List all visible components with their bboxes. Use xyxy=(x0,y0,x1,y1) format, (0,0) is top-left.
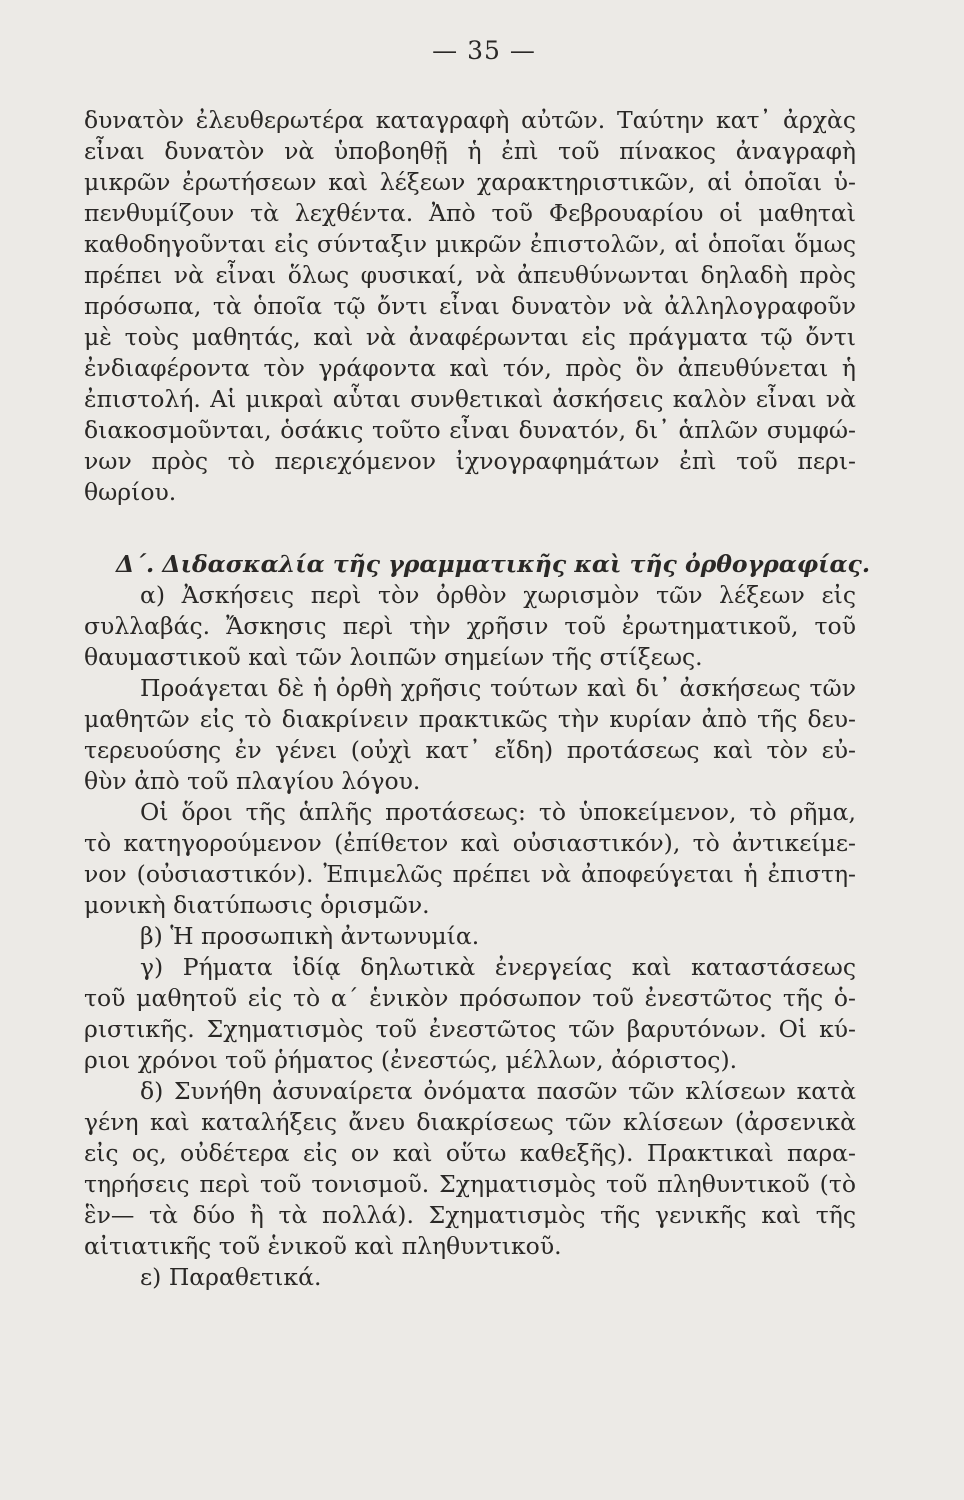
text-line: μικρῶν ἐρωτήσεων καὶ λέξεων χαρακτηριστικῶν, αἱ ὁποῖαι ὑ- xyxy=(84,168,856,196)
text-line: ριστικῆς. Σχηματισμὸς τοῦ ἐνεστῶτος τῶν βαρυτόνων. Οἱ κύ- xyxy=(84,1015,856,1043)
text-line: θωρίου. xyxy=(84,478,177,506)
item-e: ε) Παραθετικά. xyxy=(140,1263,322,1291)
text-line: τὸ κατηγορούμενον (ἐπίθετον καὶ οὐσιαστικόν), τὸ ἀντικείμε- xyxy=(84,829,856,857)
text-line: γένη καὶ καταλήξεις ἄνευ διακρίσεως τῶν κλίσεων (ἀρσενικὰ xyxy=(84,1108,856,1136)
text-line: νον (οὐσιαστικόν). Ἐπιμελῶς πρέπει νὰ ἀποφεύγεται ἡ ἐπιστη- xyxy=(84,860,856,888)
text-line: πενθυμίζουν τὰ λεχθέντα. Ἀπὸ τοῦ Φεβρουαρίου οἱ μαθηταὶ xyxy=(84,199,856,227)
section-heading: Δ΄. Διδασκαλία τῆς γραμματικῆς καὶ τῆς ὀρθογραφίας. xyxy=(116,550,871,578)
text-line: μαθητῶν εἰς τὸ διακρίνειν πρακτικῶς τὴν κυρίαν ἀπὸ τῆς δευ- xyxy=(84,705,856,733)
text-line: εἰς ος, οὐδέτερα εἰς ον καὶ οὕτω καθεξῆς). Πρακτικαὶ παρα- xyxy=(84,1139,856,1167)
text-line: θὺν ἀπὸ τοῦ πλαγίου λόγου. xyxy=(84,767,421,795)
paragraph-letter-writing xyxy=(84,105,856,508)
text-line: μονικὴ διατύπωσις ὁρισμῶν. xyxy=(84,891,430,919)
paragraph-clauses xyxy=(84,673,856,797)
item-c xyxy=(84,952,856,1076)
text-line: εἶναι δυνατὸν νὰ ὑποβοηθῇ ἡ ἐπὶ τοῦ πίνακος ἀναγραφὴ xyxy=(84,137,856,165)
text-line: ριοι χρόνοι τοῦ ῥήματος (ἐνεστώς, μέλλων, ἀόριστος). xyxy=(84,1046,738,1074)
item-a xyxy=(84,580,856,673)
text-line: μὲ τοὺς μαθητάς, καὶ νὰ ἀναφέρωνται εἰς πράγματα τῷ ὄντι xyxy=(84,323,856,351)
text-line: συλλαβάς. Ἄσκησις περὶ τὴν χρῆσιν τοῦ ἐρωτηματικοῦ, τοῦ xyxy=(84,612,856,640)
text-line: πρόσωπα, τὰ ὁποῖα τῷ ὄντι εἶναι δυνατὸν νὰ ἀλληλογραφοῦν xyxy=(84,292,856,320)
text-line: αἰτιατικῆς τοῦ ἑνικοῦ καὶ πληθυντικοῦ. xyxy=(84,1232,562,1260)
text-line: θαυμαστικοῦ καὶ τῶν λοιπῶν σημείων τῆς στίξεως. xyxy=(84,643,703,671)
page-number: — 35 — xyxy=(432,36,536,65)
text-line: Προάγεται δὲ ἡ ὀρθὴ χρῆσις τούτων καὶ δι᾿ ἀσκήσεως τῶν xyxy=(140,674,856,702)
section-gap xyxy=(84,508,856,549)
text-line: τοῦ μαθητοῦ εἰς τὸ α΄ ἑνικὸν πρόσωπον τοῦ ἐνεστῶτος τῆς ὁ- xyxy=(84,984,856,1012)
item-d xyxy=(84,1076,856,1262)
text-line: ἓν— τὰ δύο ἢ τὰ πολλά). Σχηματισμὸς τῆς γενικῆς καὶ τῆς xyxy=(84,1201,856,1229)
paragraph-sentence-terms xyxy=(84,797,856,921)
text-line: τερευούσης ἐν γένει (οὐχὶ κατ᾿ εἴδη) προτάσεως καὶ τὸν εὐ- xyxy=(84,736,856,764)
text-line: δυνατὸν ἐλευθερωτέρα καταγραφὴ αὐτῶν. Ταύτην κατ᾿ ἀρχὰς xyxy=(84,106,856,134)
text-line: γ) Ρήματα ἰδίᾳ δηλωτικὰ ἐνεργείας καὶ καταστάσεως xyxy=(140,953,856,981)
item-b: β) Ἡ προσωπικὴ ἀντωνυμία. xyxy=(140,922,480,950)
text-line: Οἱ ὅροι τῆς ἁπλῆς προτάσεως: τὸ ὑποκείμενον, τὸ ρῆμα, xyxy=(140,798,856,826)
text-line: ἐπιστολή. Αἱ μικραὶ αὗται συνθετικαὶ ἀσκήσεις καλὸν εἶναι νὰ xyxy=(84,385,856,413)
text-line: ἐνδιαφέροντα τὸν γράφοντα καὶ τόν, πρὸς ὃν ἀπευθύνεται ἡ xyxy=(84,354,856,382)
text-line: καθοδηγοῦνται εἰς σύνταξιν μικρῶν ἐπιστολῶν, αἱ ὁποῖαι ὅμως xyxy=(84,230,856,258)
text-line: πρέπει νὰ εἶναι ὅλως φυσικαί, νὰ ἀπευθύνωνται δηλαδὴ πρὸς xyxy=(84,261,856,289)
text-line: νων πρὸς τὸ περιεχόμενον ἰχνογραφημάτων ἐπὶ τοῦ περι- xyxy=(84,447,856,475)
text-line: τηρήσεις περὶ τοῦ τονισμοῦ. Σχηματισμὸς τοῦ πληθυντικοῦ (τὸ xyxy=(84,1170,856,1198)
text-line: διακοσμοῦνται, ὁσάκις τοῦτο εἶναι δυνατόν, δι᾿ ἁπλῶν συμφώ- xyxy=(84,416,856,444)
text-line: δ) Συνήθη ἀσυναίρετα ὀνόματα πασῶν τῶν κλίσεων κατὰ xyxy=(140,1077,856,1105)
text-line: α) Ἀσκήσεις περὶ τὸν ὀρθὸν χωρισμὸν τῶν λέξεων εἰς xyxy=(140,581,856,609)
